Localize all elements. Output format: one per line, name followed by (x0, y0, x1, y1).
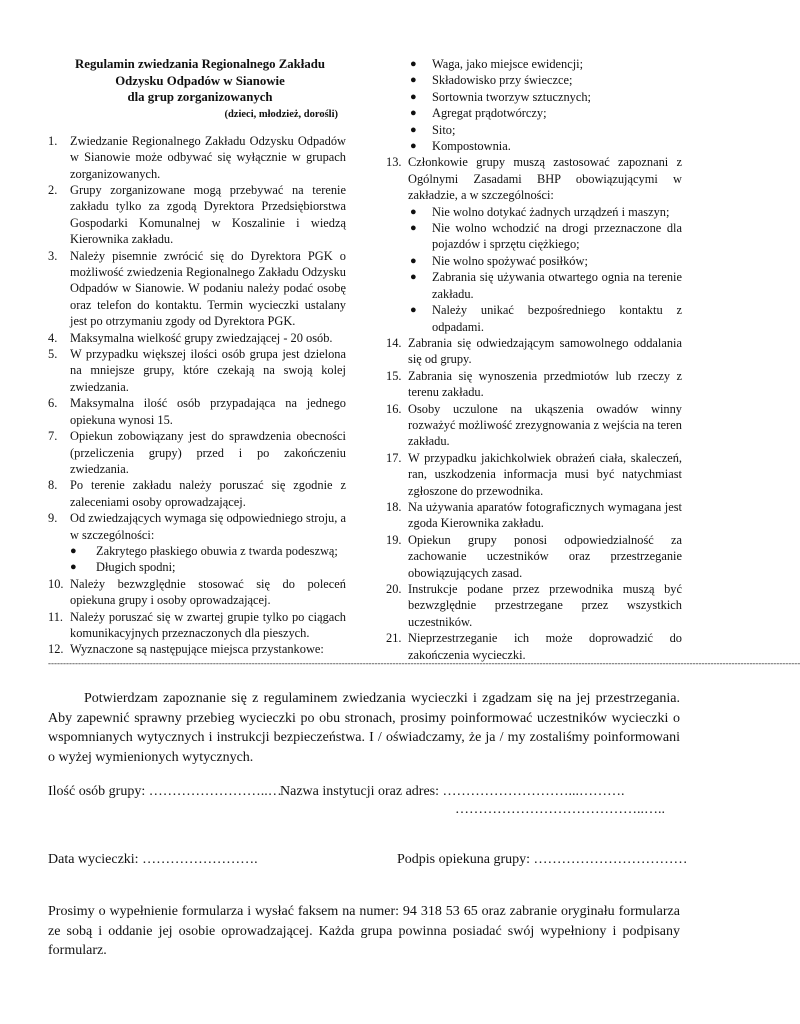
rule-item (48, 330, 346, 346)
rule-number: 11. (48, 609, 64, 624)
bullet-text: Nie wolno spożywać posiłków; (432, 253, 588, 268)
bullet-icon: ● (410, 58, 417, 70)
rule-text: Osoby uczulone na ukąszenia owadów winny rozważyć możliwość zrezygnowania z wejścia na teren zakładu. (408, 401, 682, 449)
rule-number: 12. (48, 642, 64, 657)
bullet-icon: ● (410, 140, 417, 153)
bullet-text: Zabrania się używania otwartego ognia na terenie zakładu. (432, 270, 682, 301)
rule-text: Od zwiedzających wymaga się odpowiedniego stroju, a w szczególności: (70, 511, 346, 542)
rule-item (48, 248, 346, 330)
bullet-text: Nie wolno wchodzić na drogi przeznaczone dla pojazdów i sprzętu ciężkiego; (432, 221, 682, 252)
rule-item (48, 510, 346, 576)
bullet-item (386, 302, 682, 335)
footer-instructions: Prosimy o wypełnienie formularza i wysłać faksem na numer: 94 318 53 65 oraz zabranie oryginału formularza ze sobą i oddanie jej osobie oprowadzającej. Każda grupa powinna posiadać swój wypełniony i podpisany formularz. (48, 904, 680, 959)
bullet-item (386, 138, 682, 154)
bullet-item (386, 204, 682, 220)
bullet-icon: ● (410, 205, 417, 218)
rule-text: Grupy zorganizowane mogą przebywać na terenie zakładu tylko za zgodą Dyrektora Przedsiębiorstwa Gospodarki Komunalnej w Koszalinie i wiedzą Kierownika zakładu. (70, 183, 346, 247)
rule-number: 8. (48, 478, 58, 493)
group-size-field[interactable]: Ilość osób grupy: ……………………..… (48, 784, 282, 799)
trip-date-field[interactable]: Data wycieczki: ……………………. (48, 852, 258, 867)
rule-item (48, 609, 346, 642)
rule-text: Maksymalna wielkość grupy zwiedzającej - 20 osób. (70, 330, 333, 345)
rule-text: Wyznaczone są następujące miejsca przystankowe: (70, 642, 324, 657)
rule-number: 18. (386, 499, 402, 514)
rule-item (386, 154, 682, 334)
rule-text: Zwiedzanie Regionalnego Zakładu Odzysku Odpadów w Sianowie może odbywać się wyłącznie w grupach zorganizowanych. (70, 133, 346, 181)
bullet-item (386, 72, 682, 88)
bullet-item (386, 105, 682, 121)
rule-text: W przypadku jakichkolwiek obrażeń ciała, skaleczeń, ran, uszkodzenia informacja musi być natychmiast zgłoszone do przewodnika. (408, 450, 682, 498)
guardian-signature-field[interactable]: Podpis opiekuna grupy: …………………………… (397, 852, 688, 867)
bullet-text: Zakrytego płaskiego obuwia z twarda podeszwą; (96, 543, 338, 558)
rule-text: Instrukcje podane przez przewodnika muszą być bezwzględnie przestrzegane przez wszystkich uczestników. (408, 582, 682, 629)
bullet-item (386, 122, 682, 138)
bullet-text: Sito; (432, 122, 456, 137)
rules-list-right (386, 154, 682, 663)
rule-number: 19. (386, 532, 402, 547)
safety-bullets (386, 204, 682, 335)
document-title (54, 56, 346, 106)
bullet-icon: ● (410, 254, 417, 267)
rule-number: 9. (48, 511, 58, 526)
bullet-icon: ● (410, 304, 417, 317)
rule-item (386, 499, 682, 532)
rules-list-left (48, 133, 346, 658)
bullet-icon: ● (410, 90, 417, 103)
rule-text: Opiekun zobowiązany jest do sprawdzenia obecności (przeliczenia grupy) przed i po zakończeniu zwiedzania. (70, 429, 346, 476)
left-column (48, 56, 346, 658)
rule-item (48, 576, 346, 609)
bullet-icon: ● (70, 561, 77, 574)
bullet-icon: ● (410, 74, 417, 87)
rule-number: 14. (386, 335, 402, 350)
right-column (386, 56, 682, 663)
rule-item (386, 532, 682, 581)
title-line-1: Regulamin zwiedzania Regionalnego Zakładu (75, 57, 325, 71)
rule-item (386, 368, 682, 401)
confirmation-paragraph: Potwierdzam zapoznanie się z regulaminem zwiedzania wycieczki i zgadzam się na jej przestrzegania. Aby zapewnić sprawny przebieg wycieczki po obu stronach, prosimy poinformować uczestników wycieczki o wspomnianych wytycznych i instrukcji bezpieczeństwa. I / oświadczamy, że ja / my zostaliśmy poinformowani o wyżej wymienionych wytycznych. (48, 691, 680, 765)
bullet-item (386, 269, 682, 302)
rule-text: Na używania aparatów fotograficznych wymagana jest zgoda Kierownika zakładu. (408, 499, 682, 531)
rule-text: Należy poruszać się w zwartej grupie tylko po ciągach komunikacyjnych przeznaczonych dla pieszych. (70, 609, 346, 640)
rule-text: Po terenie zakładu należy poruszać się zgodnie z zaleceniami osoby oprowadzającej. (70, 478, 346, 509)
institution-address-field[interactable]: Nazwa instytucji oraz adres: ………………………...………. (280, 784, 625, 799)
bullet-icon: ● (410, 123, 417, 136)
rule-number: 17. (386, 450, 402, 465)
clothing-bullets (48, 543, 346, 576)
rule-item (48, 477, 346, 510)
rule-number: 6. (48, 396, 58, 411)
rule-number: 16. (386, 401, 402, 416)
bullet-text: Sortownia tworzyw sztucznych; (432, 89, 591, 104)
rule-text: Zabrania się wynoszenia przedmiotów lub rzeczy z terenu zakładu. (408, 368, 682, 400)
bullet-icon: ● (70, 544, 77, 557)
rule-item (48, 428, 346, 477)
rule-text: Maksymalna ilość osób przypadająca na jednego opiekuna wynosi 15. (70, 396, 346, 427)
bullet-text: Należy unikać bezpośredniego kontaktu z odpadami. (432, 303, 682, 334)
bullet-text: Waga, jako miejsce ewidencji; (432, 57, 584, 71)
rule-item (386, 335, 682, 368)
rule-text: Należy pisemnie zwrócić się do Dyrektora PGK o możliwość zwiedzenia Regionalnego Zakładu Odzysku Odpadów w Sianowie. W podaniu należy podać osobę oraz telefon do kontaktu. Termin wycieczki ustalany jest po otrzymaniu zgody od Dyrektora PGK. (70, 248, 346, 329)
bullet-text: Kompostownia. (432, 139, 511, 154)
rule-item (386, 581, 682, 630)
rule-number: 7. (48, 429, 58, 444)
bullet-text: Agregat prądotwórczy; (432, 106, 547, 121)
address-continuation-field[interactable]: …………………………………..….. (455, 802, 665, 817)
rule-number: 3. (48, 248, 58, 263)
rule-item (48, 346, 346, 395)
rule-number: 4. (48, 330, 58, 345)
rule-item (48, 133, 346, 182)
bullet-item (386, 253, 682, 269)
bullet-text: Długich spodni; (96, 560, 176, 575)
rule-text: Opiekun grupy ponosi odpowiedzialność za zachowanie uczestników oraz przestrzeganie obowiązujących zasad. (408, 532, 682, 580)
bullet-icon: ● (410, 271, 417, 284)
rule-number: 21. (386, 631, 402, 646)
bullet-icon: ● (410, 107, 417, 120)
rule-number: 10. (48, 576, 64, 591)
bullet-item (386, 56, 682, 72)
rule-number: 15. (386, 368, 402, 383)
rule-text: Należy bezwzględnie stosować się do poleceń opiekuna grupy i osoby oprowadzającej. (70, 576, 346, 608)
stop-places-list (386, 56, 682, 154)
rule-item (48, 395, 346, 428)
rule-item (48, 641, 346, 657)
rule-item (386, 450, 682, 499)
rule-number: 5. (48, 347, 58, 362)
bullet-item (48, 559, 346, 575)
bullet-item (48, 543, 346, 559)
title-line-3: dla grup zorganizowanych (127, 90, 273, 105)
bullet-text: Nie wolno dotykać żadnych urządzeń i maszyn; (432, 204, 670, 219)
rule-number: 20. (386, 582, 402, 596)
rule-text: Zabrania się odwiedzającym samowolnego oddalania się od grupy. (408, 335, 682, 367)
title-line-2: Odzysku Odpadów w Sianowie (115, 73, 285, 88)
rule-text: Członkowie grupy muszą zastosować zapoznani z Ogólnymi Zasadami BHP obowiązującymi w zakładzie, a w szczególności: (408, 155, 682, 203)
bullet-item (386, 89, 682, 105)
bullet-icon: ● (410, 222, 417, 235)
rule-number: 2. (48, 183, 58, 197)
rule-item (386, 401, 682, 450)
rule-text: Nieprzestrzeganie ich może doprowadzić do zakończenia wycieczki. (408, 631, 682, 662)
dashed-divider: ----------------------------------------------------------------------------------------------------------------------------------------------------------------------------------------------------------------------------------------------------------- (48, 658, 800, 668)
document-subtitle: (dzieci, młodzież, dorośli) (224, 108, 338, 120)
rule-item (48, 182, 346, 248)
rule-number: 1. (48, 133, 58, 148)
rule-text: W przypadku większej ilości osób grupa jest dzielona na mniejsze grupy, które czekają na swoją kolej zwiedzania. (70, 347, 346, 394)
bullet-item (386, 220, 682, 253)
bullet-text: Składowisko przy świeczce; (432, 73, 573, 88)
rule-number: 13. (386, 155, 402, 170)
